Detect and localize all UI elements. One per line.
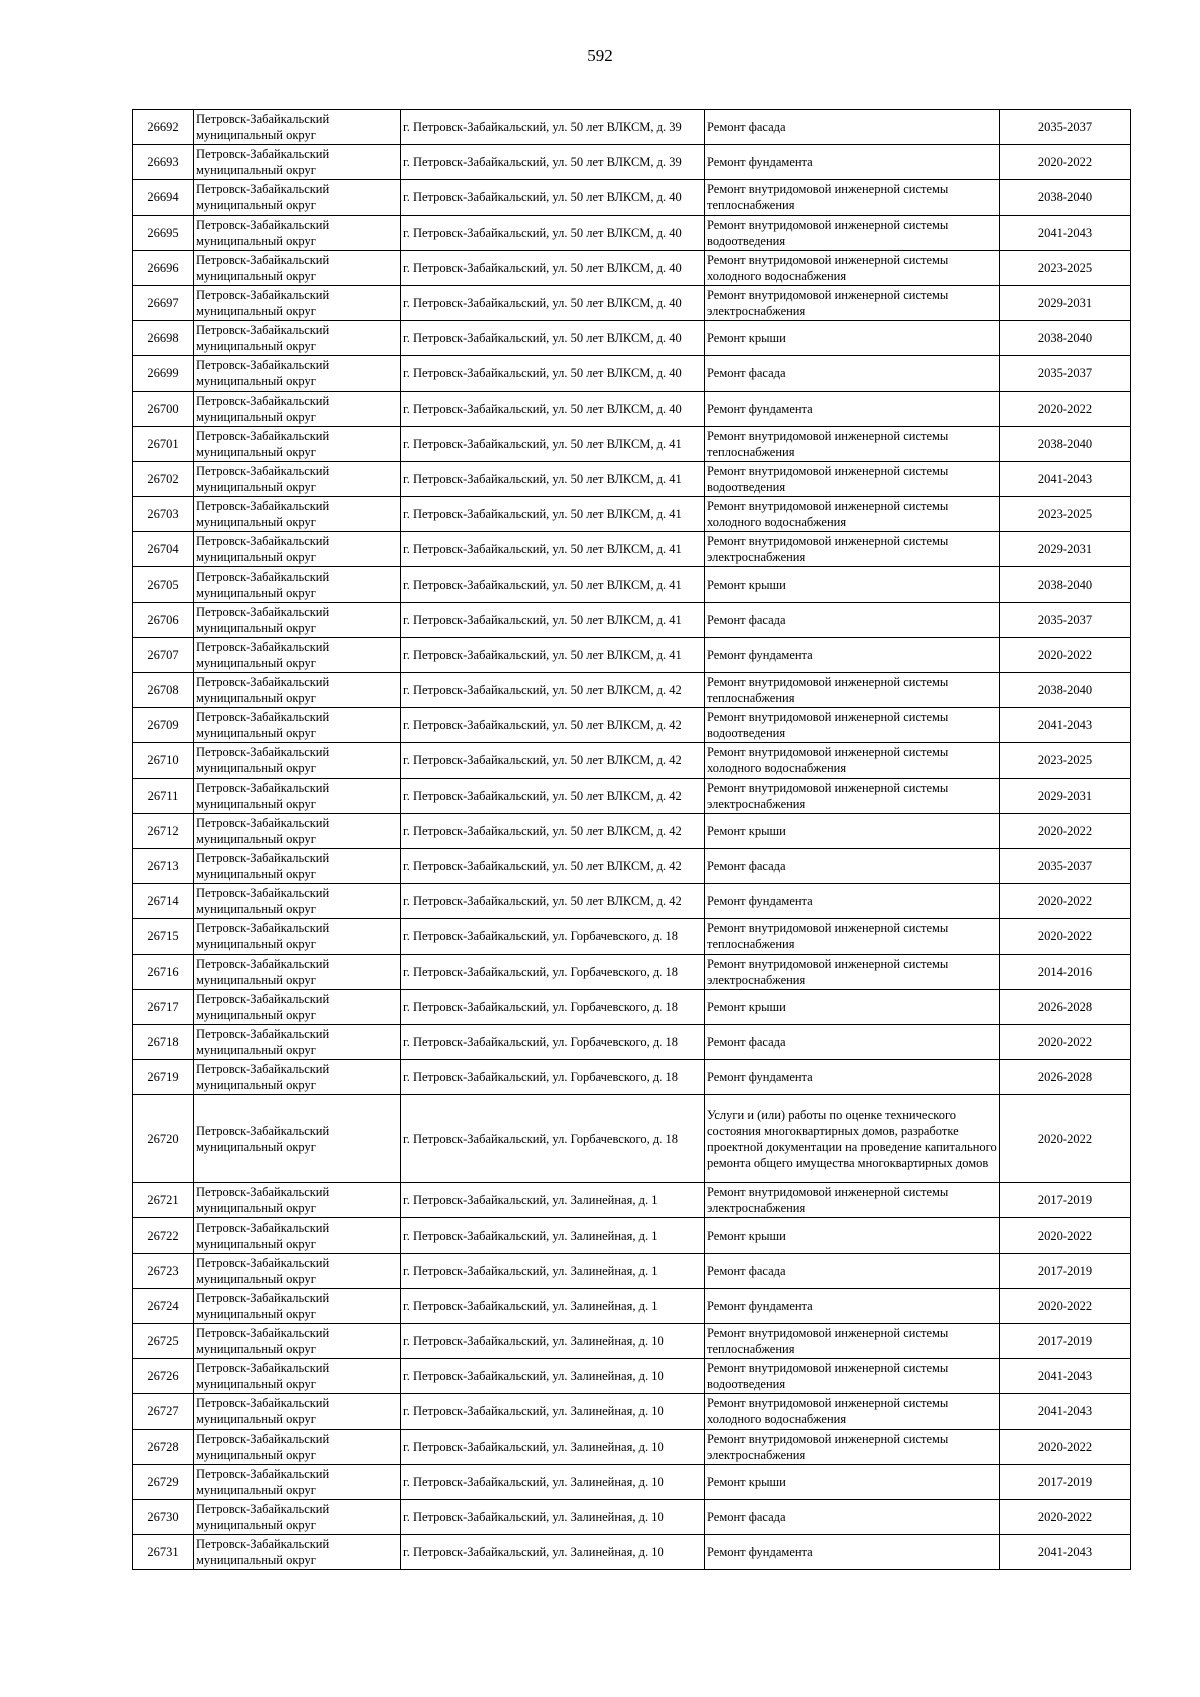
municipality-cell: Петровск-Забайкальский муниципальный округ bbox=[194, 1499, 401, 1534]
address-cell: г. Петровск-Забайкальский, ул. 50 лет ВЛКСМ, д. 40 bbox=[401, 356, 705, 391]
table-row bbox=[133, 1394, 1131, 1429]
row-number-cell: 26709 bbox=[133, 708, 194, 743]
row-number-cell: 26707 bbox=[133, 637, 194, 672]
work-type-cell: Ремонт внутридомовой инженерной системы водоотведения bbox=[705, 461, 1000, 496]
municipality-cell: Петровск-Забайкальский муниципальный округ bbox=[194, 110, 401, 145]
row-number-cell: 26694 bbox=[133, 180, 194, 215]
period-cell: 2023-2025 bbox=[1000, 250, 1131, 285]
row-number-cell: 26724 bbox=[133, 1288, 194, 1323]
work-type-cell: Ремонт фундамента bbox=[705, 1060, 1000, 1095]
work-type-cell: Ремонт внутридомовой инженерной системы теплоснабжения bbox=[705, 180, 1000, 215]
work-type-cell: Ремонт внутридомовой инженерной системы электроснабжения bbox=[705, 285, 1000, 320]
work-type-cell: Ремонт фасада bbox=[705, 1499, 1000, 1534]
municipality-cell: Петровск-Забайкальский муниципальный округ bbox=[194, 1535, 401, 1570]
municipality-cell: Петровск-Забайкальский муниципальный округ bbox=[194, 884, 401, 919]
municipality-cell: Петровск-Забайкальский муниципальный округ bbox=[194, 673, 401, 708]
row-number-cell: 26702 bbox=[133, 461, 194, 496]
period-cell: 2023-2025 bbox=[1000, 743, 1131, 778]
period-cell: 2017-2019 bbox=[1000, 1183, 1131, 1218]
municipality-cell: Петровск-Забайкальский муниципальный округ bbox=[194, 919, 401, 954]
municipality-cell: Петровск-Забайкальский муниципальный округ bbox=[194, 1464, 401, 1499]
work-type-cell: Ремонт крыши bbox=[705, 813, 1000, 848]
municipality-cell: Петровск-Забайкальский муниципальный округ bbox=[194, 356, 401, 391]
table-row bbox=[133, 743, 1131, 778]
table-row bbox=[133, 813, 1131, 848]
row-number-cell: 26716 bbox=[133, 954, 194, 989]
municipality-cell: Петровск-Забайкальский муниципальный округ bbox=[194, 1183, 401, 1218]
period-cell: 2020-2022 bbox=[1000, 1095, 1131, 1183]
address-cell: г. Петровск-Забайкальский, ул. 50 лет ВЛКСМ, д. 41 bbox=[401, 461, 705, 496]
row-number-cell: 26704 bbox=[133, 532, 194, 567]
row-number-cell: 26705 bbox=[133, 567, 194, 602]
period-cell: 2017-2019 bbox=[1000, 1324, 1131, 1359]
table-row bbox=[133, 426, 1131, 461]
row-number-cell: 26720 bbox=[133, 1095, 194, 1183]
table-row bbox=[133, 673, 1131, 708]
address-cell: г. Петровск-Забайкальский, ул. 50 лет ВЛКСМ, д. 40 bbox=[401, 215, 705, 250]
table-row bbox=[133, 708, 1131, 743]
table-row bbox=[133, 1218, 1131, 1253]
address-cell: г. Петровск-Забайкальский, ул. 50 лет ВЛКСМ, д. 39 bbox=[401, 145, 705, 180]
work-type-cell: Ремонт фасада bbox=[705, 1253, 1000, 1288]
table-row bbox=[133, 215, 1131, 250]
period-cell: 2020-2022 bbox=[1000, 391, 1131, 426]
work-type-cell: Ремонт внутридомовой инженерной системы электроснабжения bbox=[705, 778, 1000, 813]
work-type-cell: Ремонт фасада bbox=[705, 1024, 1000, 1059]
row-number-cell: 26706 bbox=[133, 602, 194, 637]
period-cell: 2041-2043 bbox=[1000, 708, 1131, 743]
address-cell: г. Петровск-Забайкальский, ул. 50 лет ВЛКСМ, д. 42 bbox=[401, 884, 705, 919]
row-number-cell: 26692 bbox=[133, 110, 194, 145]
municipality-cell: Петровск-Забайкальский муниципальный округ bbox=[194, 1060, 401, 1095]
period-cell: 2038-2040 bbox=[1000, 426, 1131, 461]
table-row bbox=[133, 848, 1131, 883]
table-row bbox=[133, 1429, 1131, 1464]
address-cell: г. Петровск-Забайкальский, ул. 50 лет ВЛКСМ, д. 40 bbox=[401, 250, 705, 285]
row-number-cell: 26723 bbox=[133, 1253, 194, 1288]
period-cell: 2020-2022 bbox=[1000, 1429, 1131, 1464]
period-cell: 2041-2043 bbox=[1000, 1535, 1131, 1570]
work-type-cell: Ремонт фундамента bbox=[705, 391, 1000, 426]
address-cell: г. Петровск-Забайкальский, ул. 50 лет ВЛКСМ, д. 41 bbox=[401, 567, 705, 602]
period-cell: 2020-2022 bbox=[1000, 1024, 1131, 1059]
municipality-cell: Петровск-Забайкальский муниципальный округ bbox=[194, 321, 401, 356]
municipality-cell: Петровск-Забайкальский муниципальный округ bbox=[194, 848, 401, 883]
address-cell: г. Петровск-Забайкальский, ул. Залинейная, д. 10 bbox=[401, 1535, 705, 1570]
work-type-cell: Ремонт внутридомовой инженерной системы водоотведения bbox=[705, 1359, 1000, 1394]
work-type-cell: Ремонт внутридомовой инженерной системы теплоснабжения bbox=[705, 426, 1000, 461]
work-type-cell: Ремонт внутридомовой инженерной системы электроснабжения bbox=[705, 954, 1000, 989]
period-cell: 2026-2028 bbox=[1000, 1060, 1131, 1095]
table-row bbox=[133, 1359, 1131, 1394]
address-cell: г. Петровск-Забайкальский, ул. Горбачевского, д. 18 bbox=[401, 954, 705, 989]
address-cell: г. Петровск-Забайкальский, ул. Залинейная, д. 1 bbox=[401, 1183, 705, 1218]
address-cell: г. Петровск-Забайкальский, ул. Залинейная, д. 1 bbox=[401, 1288, 705, 1323]
address-cell: г. Петровск-Забайкальский, ул. 50 лет ВЛКСМ, д. 40 bbox=[401, 391, 705, 426]
address-cell: г. Петровск-Забайкальский, ул. 50 лет ВЛКСМ, д. 41 bbox=[401, 602, 705, 637]
address-cell: г. Петровск-Забайкальский, ул. 50 лет ВЛКСМ, д. 41 bbox=[401, 532, 705, 567]
municipality-cell: Петровск-Забайкальский муниципальный округ bbox=[194, 145, 401, 180]
municipality-cell: Петровск-Забайкальский муниципальный округ bbox=[194, 1218, 401, 1253]
municipality-cell: Петровск-Забайкальский муниципальный округ bbox=[194, 813, 401, 848]
table-row bbox=[133, 602, 1131, 637]
period-cell: 2035-2037 bbox=[1000, 602, 1131, 637]
table-row bbox=[133, 461, 1131, 496]
period-cell: 2020-2022 bbox=[1000, 919, 1131, 954]
row-number-cell: 26727 bbox=[133, 1394, 194, 1429]
work-type-cell: Ремонт внутридомовой инженерной системы холодного водоснабжения bbox=[705, 250, 1000, 285]
municipality-cell: Петровск-Забайкальский муниципальный округ bbox=[194, 743, 401, 778]
work-type-cell: Ремонт крыши bbox=[705, 1464, 1000, 1499]
period-cell: 2029-2031 bbox=[1000, 532, 1131, 567]
address-cell: г. Петровск-Забайкальский, ул. 50 лет ВЛКСМ, д. 42 bbox=[401, 743, 705, 778]
municipality-cell: Петровск-Забайкальский муниципальный округ bbox=[194, 1024, 401, 1059]
row-number-cell: 26701 bbox=[133, 426, 194, 461]
municipality-cell: Петровск-Забайкальский муниципальный округ bbox=[194, 180, 401, 215]
work-type-cell: Ремонт фундамента bbox=[705, 884, 1000, 919]
address-cell: г. Петровск-Забайкальский, ул. Залинейная, д. 1 bbox=[401, 1218, 705, 1253]
address-cell: г. Петровск-Забайкальский, ул. Горбачевского, д. 18 bbox=[401, 1024, 705, 1059]
table-row bbox=[133, 989, 1131, 1024]
table-row bbox=[133, 1535, 1131, 1570]
municipality-cell: Петровск-Забайкальский муниципальный округ bbox=[194, 567, 401, 602]
period-cell: 2029-2031 bbox=[1000, 285, 1131, 320]
work-type-cell: Ремонт крыши bbox=[705, 567, 1000, 602]
page-number: 592 bbox=[587, 46, 613, 65]
row-number-cell: 26714 bbox=[133, 884, 194, 919]
municipality-cell: Петровск-Забайкальский муниципальный округ bbox=[194, 1324, 401, 1359]
address-cell: г. Петровск-Забайкальский, ул. Залинейная, д. 1 bbox=[401, 1253, 705, 1288]
row-number-cell: 26719 bbox=[133, 1060, 194, 1095]
address-cell: г. Петровск-Забайкальский, ул. 50 лет ВЛКСМ, д. 39 bbox=[401, 110, 705, 145]
row-number-cell: 26699 bbox=[133, 356, 194, 391]
municipality-cell: Петровск-Забайкальский муниципальный округ bbox=[194, 1253, 401, 1288]
row-number-cell: 26730 bbox=[133, 1499, 194, 1534]
municipality-cell: Петровск-Забайкальский муниципальный округ bbox=[194, 989, 401, 1024]
address-cell: г. Петровск-Забайкальский, ул. 50 лет ВЛКСМ, д. 42 bbox=[401, 848, 705, 883]
row-number-cell: 26729 bbox=[133, 1464, 194, 1499]
municipality-cell: Петровск-Забайкальский муниципальный округ bbox=[194, 1429, 401, 1464]
table-row bbox=[133, 1464, 1131, 1499]
period-cell: 2017-2019 bbox=[1000, 1464, 1131, 1499]
work-type-cell: Ремонт внутридомовой инженерной системы холодного водоснабжения bbox=[705, 743, 1000, 778]
table-row bbox=[133, 391, 1131, 426]
row-number-cell: 26711 bbox=[133, 778, 194, 813]
address-cell: г. Петровск-Забайкальский, ул. Залинейная, д. 10 bbox=[401, 1394, 705, 1429]
row-number-cell: 26696 bbox=[133, 250, 194, 285]
period-cell: 2020-2022 bbox=[1000, 145, 1131, 180]
address-cell: г. Петровск-Забайкальский, ул. 50 лет ВЛКСМ, д. 41 bbox=[401, 497, 705, 532]
municipality-cell: Петровск-Забайкальский муниципальный округ bbox=[194, 1394, 401, 1429]
work-type-cell: Ремонт крыши bbox=[705, 1218, 1000, 1253]
row-number-cell: 26715 bbox=[133, 919, 194, 954]
table-row bbox=[133, 1095, 1131, 1183]
work-type-cell: Ремонт фундамента bbox=[705, 145, 1000, 180]
municipality-cell: Петровск-Забайкальский муниципальный округ bbox=[194, 461, 401, 496]
table-row bbox=[133, 778, 1131, 813]
row-number-cell: 26726 bbox=[133, 1359, 194, 1394]
municipality-cell: Петровск-Забайкальский муниципальный округ bbox=[194, 954, 401, 989]
work-type-cell: Ремонт внутридомовой инженерной системы теплоснабжения bbox=[705, 673, 1000, 708]
work-type-cell: Ремонт фасада bbox=[705, 848, 1000, 883]
address-cell: г. Петровск-Забайкальский, ул. 50 лет ВЛКСМ, д. 42 bbox=[401, 778, 705, 813]
work-type-cell: Ремонт фундамента bbox=[705, 637, 1000, 672]
address-cell: г. Петровск-Забайкальский, ул. Горбачевского, д. 18 bbox=[401, 1095, 705, 1183]
municipality-cell: Петровск-Забайкальский муниципальный округ bbox=[194, 1288, 401, 1323]
address-cell: г. Петровск-Забайкальский, ул. Горбачевского, д. 18 bbox=[401, 919, 705, 954]
row-number-cell: 26697 bbox=[133, 285, 194, 320]
period-cell: 2029-2031 bbox=[1000, 778, 1131, 813]
period-cell: 2038-2040 bbox=[1000, 673, 1131, 708]
work-type-cell: Ремонт внутридомовой инженерной системы водоотведения bbox=[705, 215, 1000, 250]
address-cell: г. Петровск-Забайкальский, ул. 50 лет ВЛКСМ, д. 40 bbox=[401, 321, 705, 356]
table-row bbox=[133, 1024, 1131, 1059]
municipality-cell: Петровск-Забайкальский муниципальный округ bbox=[194, 637, 401, 672]
municipality-cell: Петровск-Забайкальский муниципальный округ bbox=[194, 250, 401, 285]
row-number-cell: 26712 bbox=[133, 813, 194, 848]
work-type-cell: Ремонт фундамента bbox=[705, 1288, 1000, 1323]
period-cell: 2041-2043 bbox=[1000, 461, 1131, 496]
work-type-cell: Услуги и (или) работы по оценке технического состояния многоквартирных домов, разработке проектной документации на проведение капитального ремонта общего имущества многоквартирных домов bbox=[705, 1095, 1000, 1183]
work-type-cell: Ремонт крыши bbox=[705, 321, 1000, 356]
address-cell: г. Петровск-Забайкальский, ул. Залинейная, д. 10 bbox=[401, 1464, 705, 1499]
work-type-cell: Ремонт фундамента bbox=[705, 1535, 1000, 1570]
repair-schedule-table bbox=[132, 109, 1131, 1570]
table-row bbox=[133, 919, 1131, 954]
row-number-cell: 26713 bbox=[133, 848, 194, 883]
address-cell: г. Петровск-Забайкальский, ул. 50 лет ВЛКСМ, д. 40 bbox=[401, 285, 705, 320]
table-row bbox=[133, 954, 1131, 989]
work-type-cell: Ремонт внутридомовой инженерной системы электроснабжения bbox=[705, 532, 1000, 567]
address-cell: г. Петровск-Забайкальский, ул. Залинейная, д. 10 bbox=[401, 1429, 705, 1464]
row-number-cell: 26710 bbox=[133, 743, 194, 778]
period-cell: 2020-2022 bbox=[1000, 1218, 1131, 1253]
address-cell: г. Петровск-Забайкальский, ул. 50 лет ВЛКСМ, д. 41 bbox=[401, 637, 705, 672]
municipality-cell: Петровск-Забайкальский муниципальный округ bbox=[194, 426, 401, 461]
work-type-cell: Ремонт фасада bbox=[705, 110, 1000, 145]
address-cell: г. Петровск-Забайкальский, ул. 50 лет ВЛКСМ, д. 42 bbox=[401, 673, 705, 708]
table-row bbox=[133, 637, 1131, 672]
row-number-cell: 26725 bbox=[133, 1324, 194, 1359]
work-type-cell: Ремонт внутридомовой инженерной системы электроснабжения bbox=[705, 1429, 1000, 1464]
table-row bbox=[133, 321, 1131, 356]
table-row bbox=[133, 1060, 1131, 1095]
municipality-cell: Петровск-Забайкальский муниципальный округ bbox=[194, 285, 401, 320]
address-cell: г. Петровск-Забайкальский, ул. 50 лет ВЛКСМ, д. 42 bbox=[401, 708, 705, 743]
period-cell: 2014-2016 bbox=[1000, 954, 1131, 989]
period-cell: 2038-2040 bbox=[1000, 180, 1131, 215]
row-number-cell: 26703 bbox=[133, 497, 194, 532]
row-number-cell: 26717 bbox=[133, 989, 194, 1024]
work-type-cell: Ремонт фасада bbox=[705, 602, 1000, 637]
municipality-cell: Петровск-Забайкальский муниципальный округ bbox=[194, 215, 401, 250]
table-row bbox=[133, 1288, 1131, 1323]
work-type-cell: Ремонт крыши bbox=[705, 989, 1000, 1024]
address-cell: г. Петровск-Забайкальский, ул. 50 лет ВЛКСМ, д. 42 bbox=[401, 813, 705, 848]
work-type-cell: Ремонт внутридомовой инженерной системы теплоснабжения bbox=[705, 1324, 1000, 1359]
row-number-cell: 26693 bbox=[133, 145, 194, 180]
table-row bbox=[133, 110, 1131, 145]
row-number-cell: 26722 bbox=[133, 1218, 194, 1253]
period-cell: 2035-2037 bbox=[1000, 110, 1131, 145]
address-cell: г. Петровск-Забайкальский, ул. Залинейная, д. 10 bbox=[401, 1324, 705, 1359]
address-cell: г. Петровск-Забайкальский, ул. Залинейная, д. 10 bbox=[401, 1359, 705, 1394]
period-cell: 2035-2037 bbox=[1000, 848, 1131, 883]
table-row bbox=[133, 1253, 1131, 1288]
work-type-cell: Ремонт внутридомовой инженерной системы водоотведения bbox=[705, 708, 1000, 743]
table-row bbox=[133, 180, 1131, 215]
municipality-cell: Петровск-Забайкальский муниципальный округ bbox=[194, 778, 401, 813]
period-cell: 2020-2022 bbox=[1000, 813, 1131, 848]
work-type-cell: Ремонт внутридомовой инженерной системы теплоснабжения bbox=[705, 919, 1000, 954]
work-type-cell: Ремонт фасада bbox=[705, 356, 1000, 391]
period-cell: 2017-2019 bbox=[1000, 1253, 1131, 1288]
period-cell: 2041-2043 bbox=[1000, 1359, 1131, 1394]
municipality-cell: Петровск-Забайкальский муниципальный округ bbox=[194, 1359, 401, 1394]
table-row bbox=[133, 1324, 1131, 1359]
row-number-cell: 26731 bbox=[133, 1535, 194, 1570]
municipality-cell: Петровск-Забайкальский муниципальный округ bbox=[194, 532, 401, 567]
row-number-cell: 26721 bbox=[133, 1183, 194, 1218]
table-row bbox=[133, 532, 1131, 567]
period-cell: 2020-2022 bbox=[1000, 1288, 1131, 1323]
period-cell: 2035-2037 bbox=[1000, 356, 1131, 391]
period-cell: 2020-2022 bbox=[1000, 1499, 1131, 1534]
table-row bbox=[133, 497, 1131, 532]
municipality-cell: Петровск-Забайкальский муниципальный округ bbox=[194, 391, 401, 426]
row-number-cell: 26718 bbox=[133, 1024, 194, 1059]
table-row bbox=[133, 356, 1131, 391]
work-type-cell: Ремонт внутридомовой инженерной системы электроснабжения bbox=[705, 1183, 1000, 1218]
period-cell: 2041-2043 bbox=[1000, 1394, 1131, 1429]
period-cell: 2038-2040 bbox=[1000, 567, 1131, 602]
row-number-cell: 26728 bbox=[133, 1429, 194, 1464]
row-number-cell: 26698 bbox=[133, 321, 194, 356]
address-cell: г. Петровск-Забайкальский, ул. Залинейная, д. 10 bbox=[401, 1499, 705, 1534]
period-cell: 2023-2025 bbox=[1000, 497, 1131, 532]
table-body bbox=[133, 110, 1131, 1570]
address-cell: г. Петровск-Забайкальский, ул. 50 лет ВЛКСМ, д. 40 bbox=[401, 180, 705, 215]
period-cell: 2041-2043 bbox=[1000, 215, 1131, 250]
work-type-cell: Ремонт внутридомовой инженерной системы холодного водоснабжения bbox=[705, 497, 1000, 532]
municipality-cell: Петровск-Забайкальский муниципальный округ bbox=[194, 602, 401, 637]
municipality-cell: Петровск-Забайкальский муниципальный округ bbox=[194, 708, 401, 743]
period-cell: 2026-2028 bbox=[1000, 989, 1131, 1024]
table-row bbox=[133, 145, 1131, 180]
table-row bbox=[133, 285, 1131, 320]
municipality-cell: Петровск-Забайкальский муниципальный округ bbox=[194, 497, 401, 532]
row-number-cell: 26700 bbox=[133, 391, 194, 426]
address-cell: г. Петровск-Забайкальский, ул. Горбачевского, д. 18 bbox=[401, 1060, 705, 1095]
table-row bbox=[133, 1499, 1131, 1534]
period-cell: 2020-2022 bbox=[1000, 637, 1131, 672]
period-cell: 2020-2022 bbox=[1000, 884, 1131, 919]
municipality-cell: Петровск-Забайкальский муниципальный округ bbox=[194, 1095, 401, 1183]
address-cell: г. Петровск-Забайкальский, ул. Горбачевского, д. 18 bbox=[401, 989, 705, 1024]
period-cell: 2038-2040 bbox=[1000, 321, 1131, 356]
table-row bbox=[133, 884, 1131, 919]
table-row bbox=[133, 250, 1131, 285]
row-number-cell: 26695 bbox=[133, 215, 194, 250]
table-row bbox=[133, 567, 1131, 602]
address-cell: г. Петровск-Забайкальский, ул. 50 лет ВЛКСМ, д. 41 bbox=[401, 426, 705, 461]
table-row bbox=[133, 1183, 1131, 1218]
row-number-cell: 26708 bbox=[133, 673, 194, 708]
work-type-cell: Ремонт внутридомовой инженерной системы холодного водоснабжения bbox=[705, 1394, 1000, 1429]
